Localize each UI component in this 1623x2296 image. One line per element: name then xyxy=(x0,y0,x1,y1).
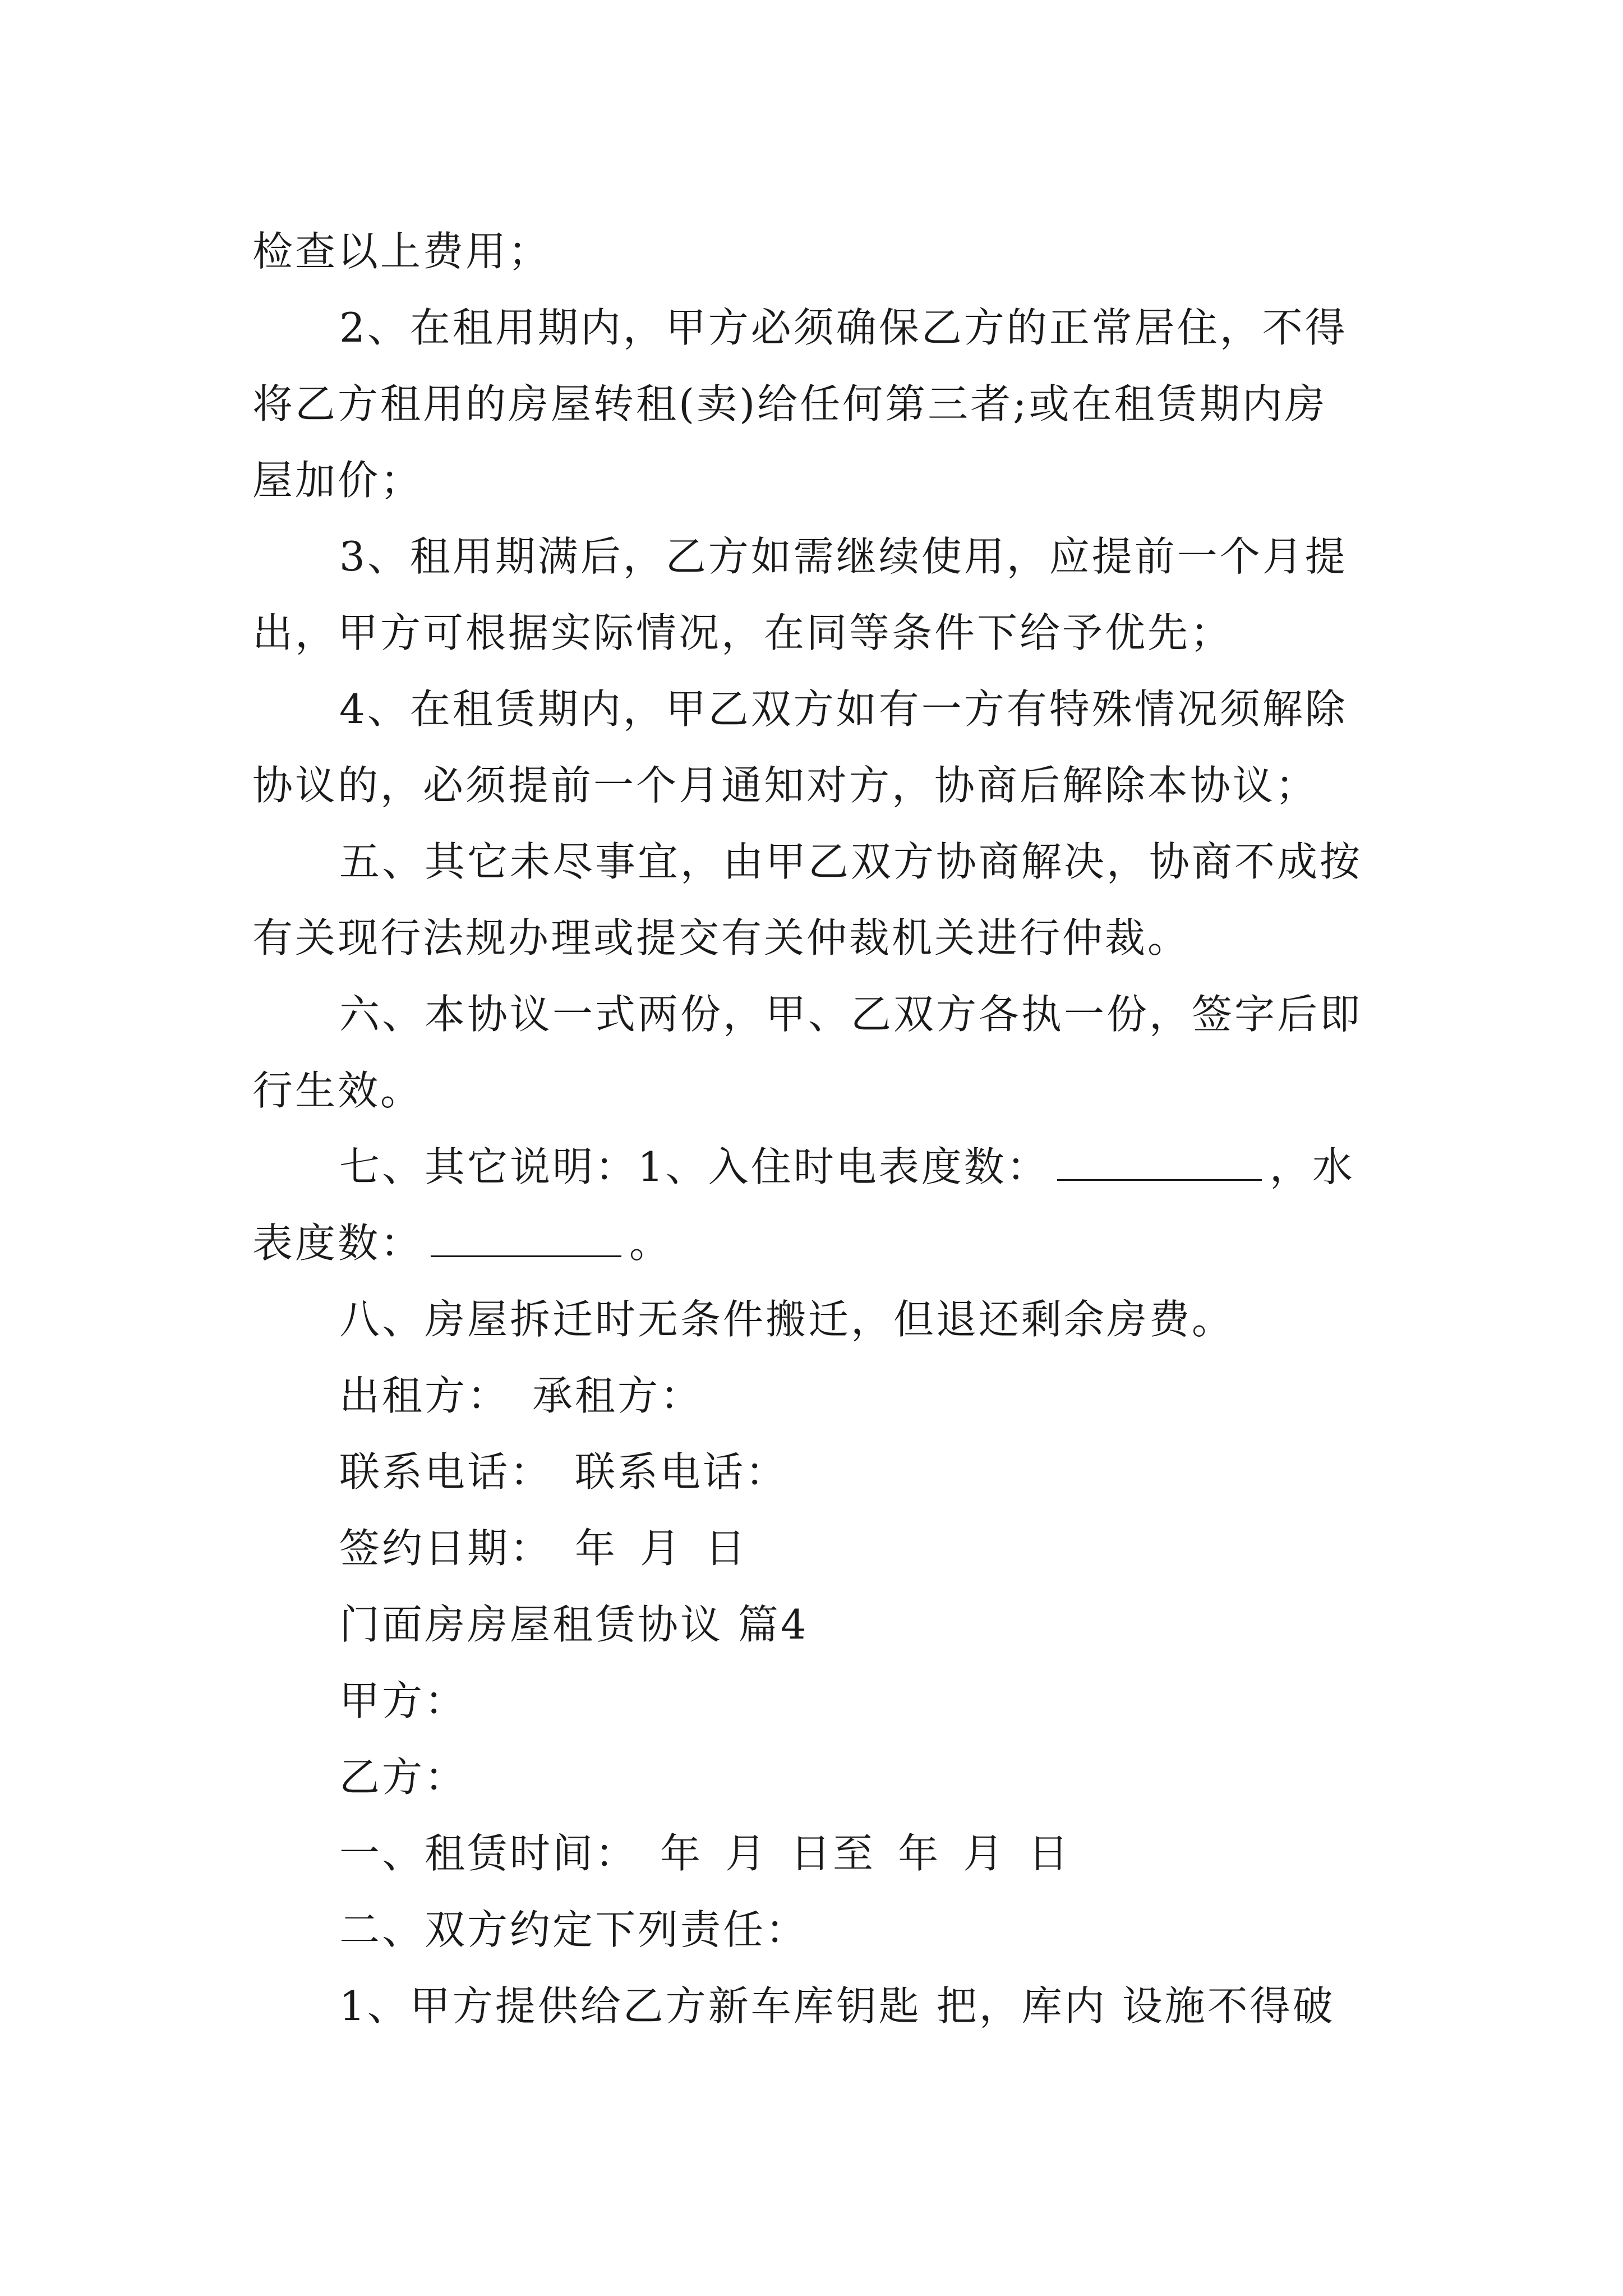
text-line: 六、本协议一式两份，甲、乙双方各执一份，签字后即 xyxy=(339,991,1363,1038)
end-month: 月 xyxy=(963,1830,1006,1877)
text-line: 出，甲方可根据实际情况，在同等条件下给予优先； xyxy=(252,609,1233,656)
electric-meter-blank xyxy=(1057,1139,1262,1181)
text-line: 协议的，必须提前一个月通知对方，协商后解除本协议； xyxy=(252,762,1318,809)
start-month: 月 xyxy=(725,1830,768,1877)
meter-line xyxy=(252,1129,1380,1205)
text-line: 八、房屋拆迁时无条件搬迁，但退还剩余房费。 xyxy=(339,1296,1235,1343)
water-meter-blank xyxy=(431,1215,621,1257)
text-line: 1、甲方提供给乙方新车库钥匙 把，库内 设施不得破 xyxy=(339,1982,1335,2030)
text-line: 将乙方租用的房屋转租(卖)给任何第三者;或在租赁期内房 xyxy=(252,380,1327,427)
lease-period-label: 一、租赁时间： xyxy=(339,1830,638,1877)
meter-suffix: 。 xyxy=(629,1220,672,1267)
text-line: 屋加价； xyxy=(252,457,423,504)
year-label: 年 xyxy=(575,1525,618,1572)
text-line: 有关现行法规办理或提交有关仲裁机关进行仲裁。 xyxy=(252,914,1191,961)
end-day: 日 xyxy=(1028,1830,1071,1877)
section-heading: 门面房房屋租赁协议 篇4 xyxy=(339,1601,809,1648)
lessee-phone-label: 联系电话： xyxy=(575,1448,789,1496)
end-year: 年 xyxy=(898,1830,941,1877)
signature-line-date xyxy=(252,1510,1380,1586)
lessor-label: 出租方： xyxy=(339,1372,510,1419)
text-line: 2、在租用期内，甲方必须确保乙方的正常居住，不得 xyxy=(339,304,1348,351)
lessee-label: 承租方： xyxy=(532,1372,703,1419)
document-body xyxy=(252,213,1380,2044)
text-line: 3、租用期满后，乙方如需继续使用，应提前一个月提 xyxy=(339,533,1348,580)
meter-middle: ，水 xyxy=(1269,1143,1355,1190)
meter-prefix: 七、其它说明：1、入住时电表度数： xyxy=(339,1143,1049,1190)
day-label: 日 xyxy=(705,1525,748,1572)
party-a-label: 甲方： xyxy=(339,1677,468,1724)
signature-line-parties xyxy=(252,1358,1380,1434)
water-meter-prefix: 表度数： xyxy=(252,1220,423,1267)
party-b-label: 乙方： xyxy=(339,1754,468,1801)
month-label: 月 xyxy=(640,1525,683,1572)
text-line: 检查以上费用； xyxy=(252,228,551,275)
text-line: 行生效。 xyxy=(252,1067,423,1114)
text-line: 4、在租赁期内，甲乙双方如有一方有特殊情况须解除 xyxy=(339,685,1348,733)
sign-date-label: 签约日期： xyxy=(339,1525,553,1572)
text-line: 二、双方约定下列责任： xyxy=(339,1906,809,1953)
lessor-phone-label: 联系电话： xyxy=(339,1448,553,1496)
lease-period-line xyxy=(252,1815,1380,1892)
start-year: 年 xyxy=(660,1830,703,1877)
signature-line-phone xyxy=(252,1434,1380,1510)
start-day-to: 日至 xyxy=(790,1830,876,1877)
text-line: 五、其它未尽事宜，由甲乙双方协商解决，协商不成按 xyxy=(339,838,1363,885)
meter-line-continued xyxy=(252,1205,1380,1281)
